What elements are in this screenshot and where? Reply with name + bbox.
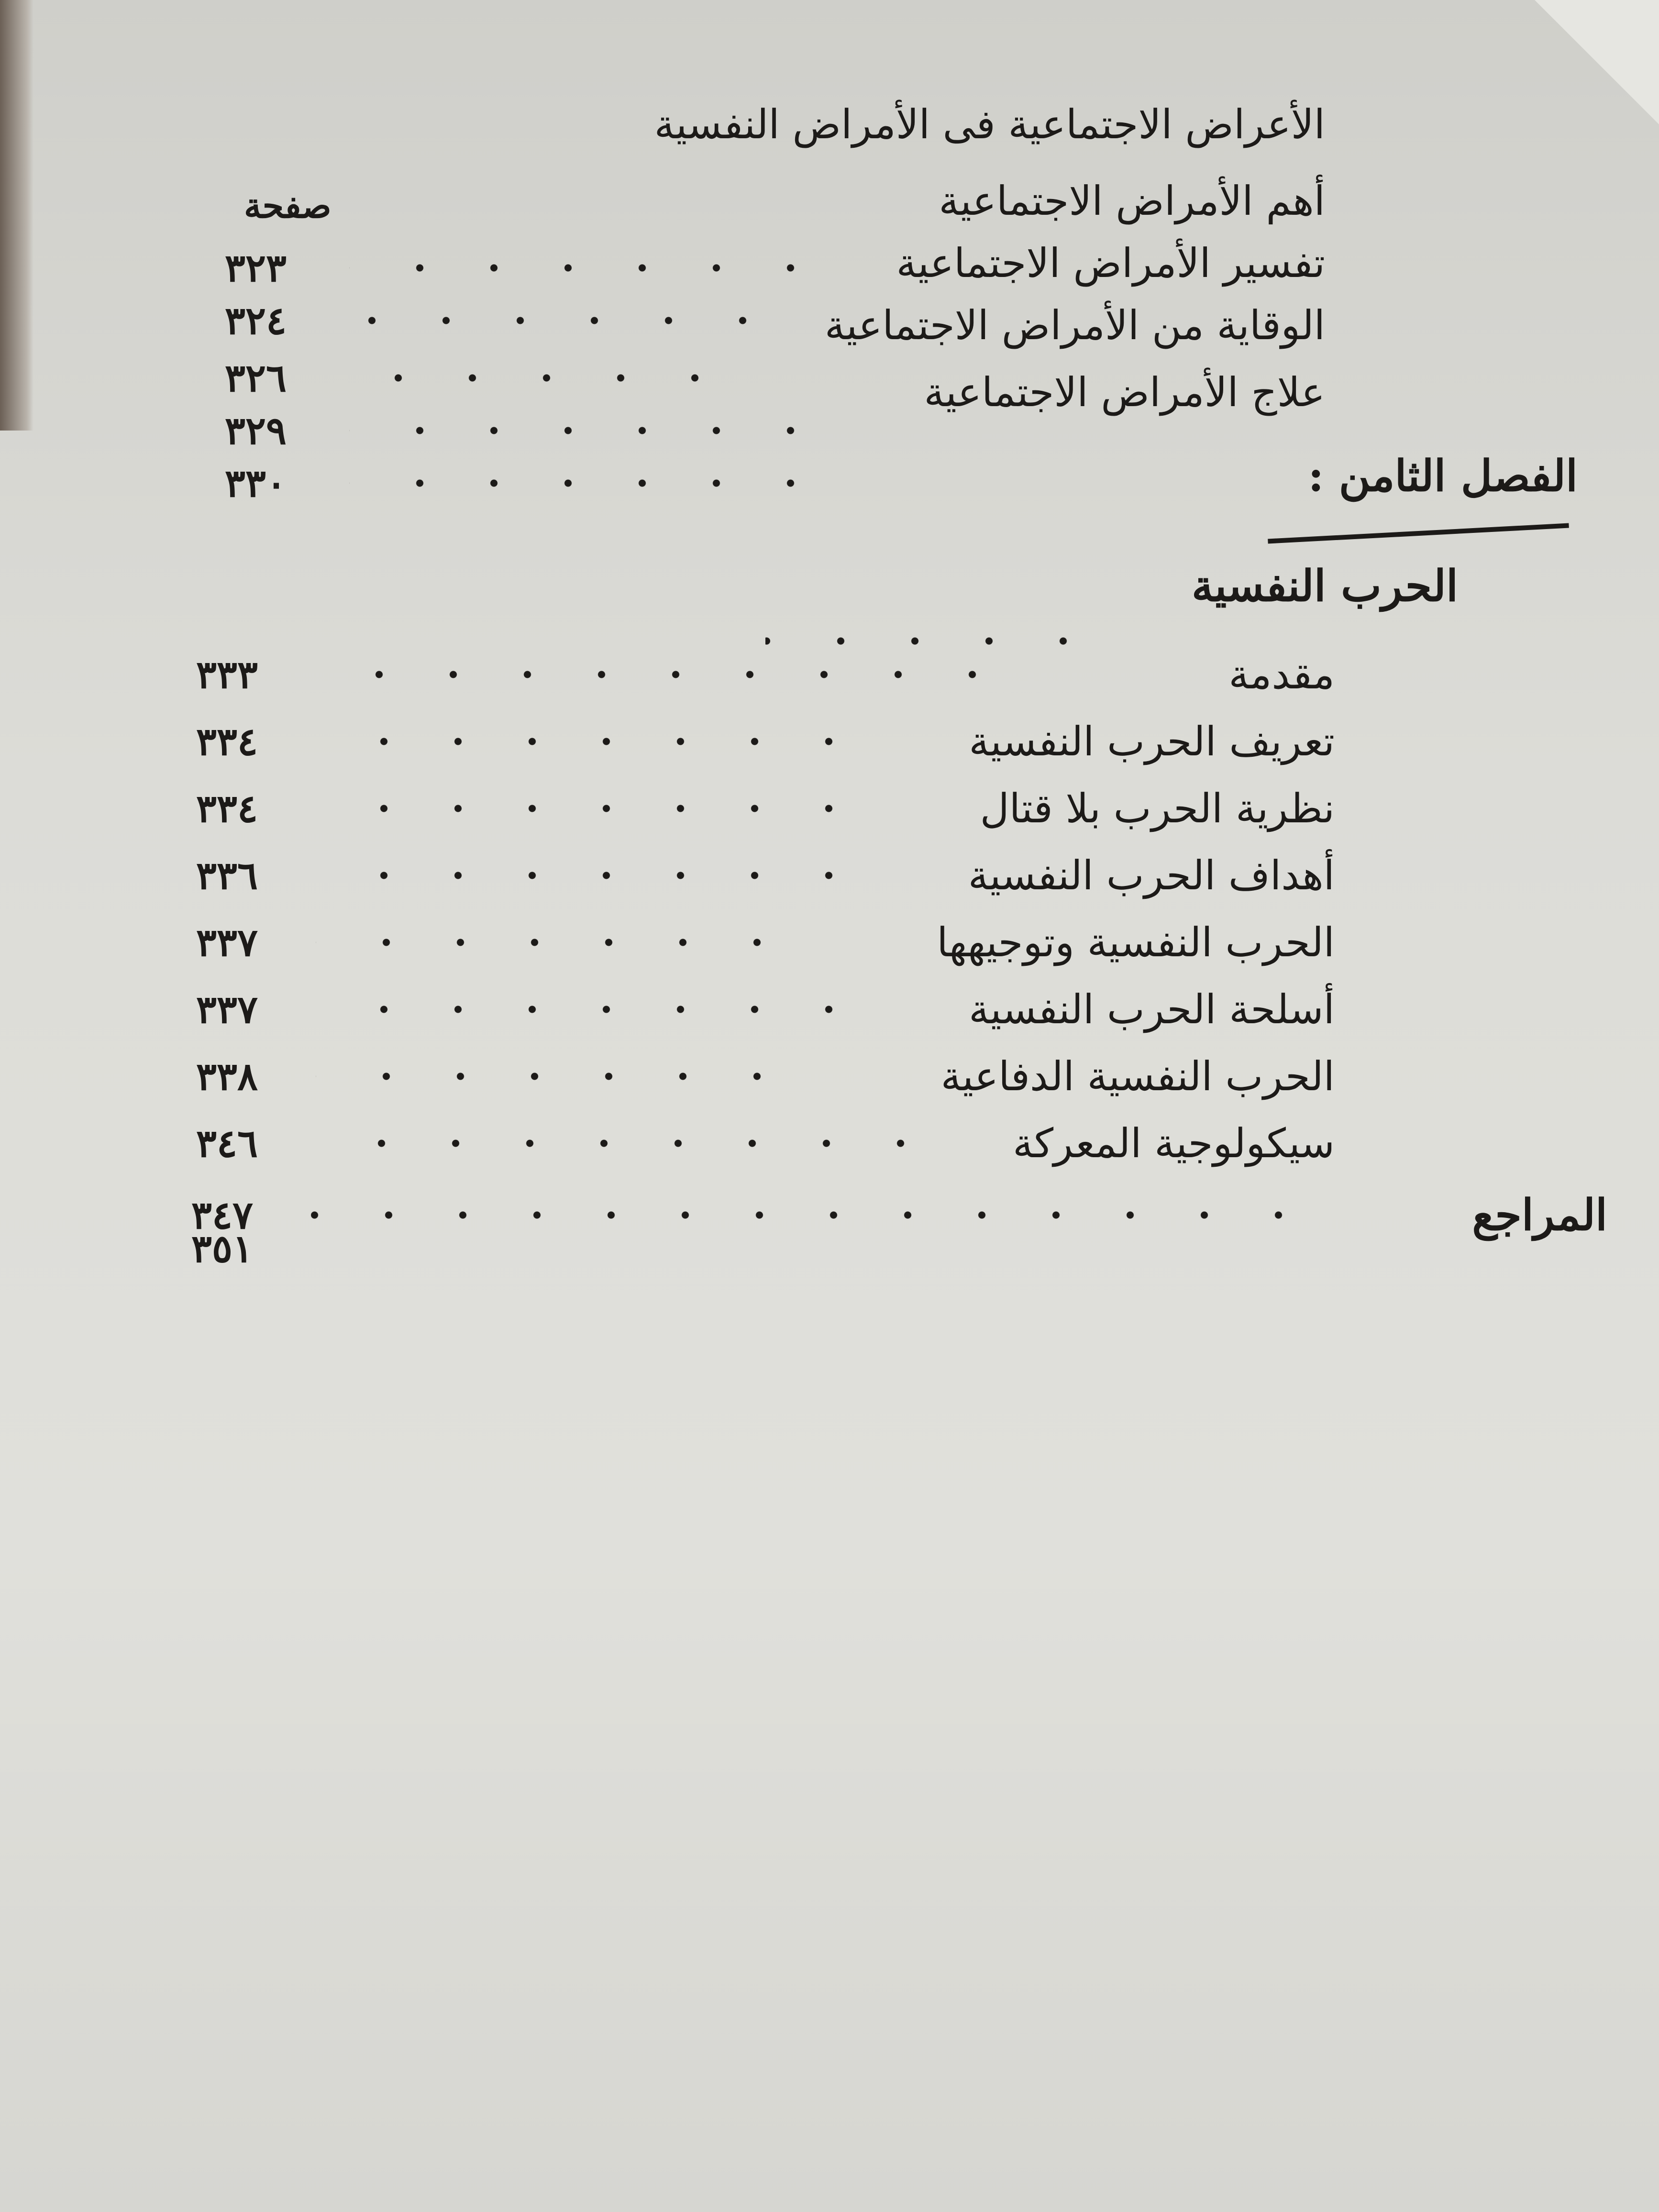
toc-entry-title: الأعراض الاجتماعية فى الأمراض النفسية <box>654 101 1325 148</box>
toc-entry-page: ٣٣٤ <box>196 786 258 831</box>
toc-entry-title: نظرية الحرب بلا قتال <box>980 785 1335 832</box>
references-page: ٣٤٧ <box>191 1193 253 1238</box>
toc-entry <box>196 914 1335 971</box>
toc-entry <box>225 297 1325 354</box>
toc-entry-title: الحرب النفسية الدفاعية <box>940 1053 1335 1100</box>
toc-entry <box>225 364 1325 421</box>
toc-entry-page: ٣٢٤ <box>225 298 287 343</box>
dot-leader <box>349 454 828 512</box>
toc-entry <box>225 234 1325 292</box>
toc-entry-title: علاج الأمراض الاجتماعية <box>924 369 1325 416</box>
toc-entry-title: مقدمة <box>1228 651 1335 698</box>
dot-leader <box>316 981 866 1038</box>
toc-entry-page: ٣٢٩ <box>225 408 287 453</box>
page-column-label: صفحة <box>244 185 332 226</box>
toc-entry-title: الوقاية من الأمراض الاجتماعية <box>824 302 1325 349</box>
toc-entry <box>196 1048 1335 1105</box>
toc-entry-extra <box>191 1220 383 1277</box>
toc-entry-page: ٣٣٤ <box>196 719 258 764</box>
toc-entry-title: سيكولوجية المعركة <box>1013 1120 1335 1167</box>
toc-entry-title: أهداف الحرب النفسية <box>968 852 1335 899</box>
toc-entry <box>196 713 1335 770</box>
toc-entry-page: ٣٣٦ <box>196 853 258 898</box>
dot-leader <box>316 1115 938 1172</box>
chapter-label: الفصل الثامن : <box>1308 451 1578 501</box>
dot-leader <box>316 1048 794 1105</box>
toc-entry-title: تعريف الحرب النفسية <box>969 718 1335 765</box>
dot-leader <box>311 1186 1316 1244</box>
toc-entry <box>196 981 1335 1038</box>
chapter-underline <box>1268 523 1569 544</box>
toc-entry-page: ٣٣٨ <box>196 1054 258 1099</box>
toc-entry-page: ٣٣٣ <box>196 652 258 697</box>
toc-entry <box>196 1115 1335 1172</box>
toc-entry-page: ٣٢٣ <box>225 245 287 290</box>
references-title: المراجع <box>1472 1190 1607 1240</box>
toc-entry-page: ٣٣٠ <box>225 461 287 506</box>
toc-entry <box>196 847 1335 904</box>
toc-entry <box>196 646 1335 703</box>
chapter-title: الحرب النفسية <box>1191 561 1458 611</box>
toc-entry <box>196 780 1335 837</box>
toc-entry-references <box>191 1186 1607 1244</box>
toc-entry-title: أهم الأمراض الاجتماعية <box>939 177 1325 224</box>
toc-entry-page: ٣٢٦ <box>225 355 287 400</box>
extra-page-number: ٣٥١ <box>191 1226 253 1271</box>
toc-entry-title: الحرب النفسية وتوجيهها <box>937 919 1335 966</box>
toc-entry-title: تفسير الأمراض الاجتماعية <box>896 240 1325 287</box>
toc-entry <box>225 454 1325 512</box>
toc-entry-page: ٣٣٧ <box>196 920 258 965</box>
dot-leader <box>316 646 1009 703</box>
dot-leader <box>316 713 866 770</box>
dot-leader <box>316 914 794 971</box>
toc-entry <box>225 172 1325 230</box>
dot-leader <box>316 847 866 904</box>
dot-leader <box>316 780 866 837</box>
toc-entry-page: ٣٤٦ <box>196 1121 258 1166</box>
toc-entry-page: ٣٣٧ <box>196 987 258 1032</box>
toc-entry <box>225 96 1325 153</box>
toc-entry-title: أسلحة الحرب النفسية <box>969 986 1335 1033</box>
